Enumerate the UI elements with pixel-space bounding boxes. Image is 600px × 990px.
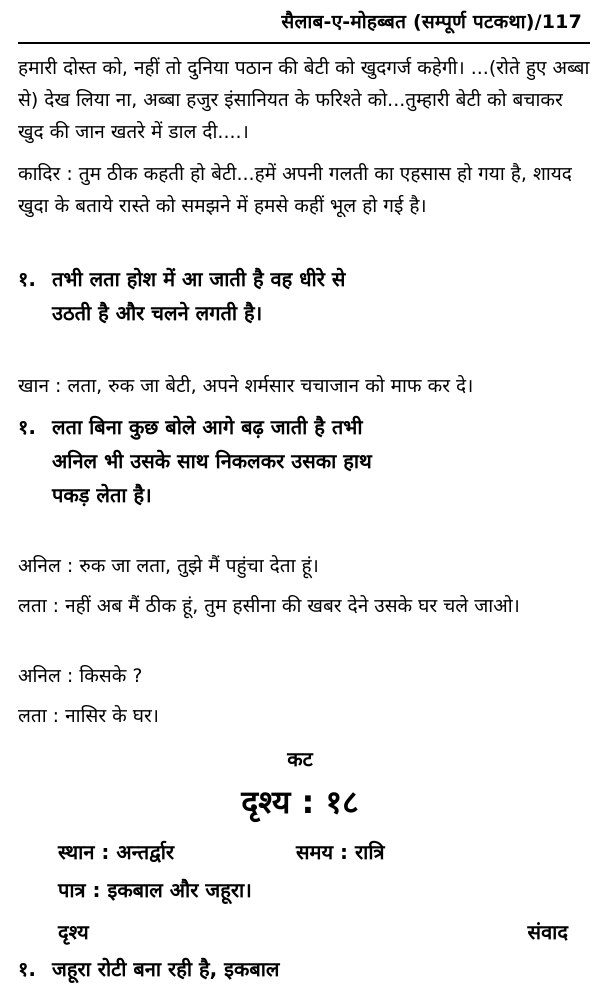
column-heading-dialogue: संवाद (527, 920, 568, 944)
action-number: १. (18, 267, 36, 291)
dialogue-anil-question: अनिल : किसके ? (18, 665, 143, 687)
dialogue-lata: लता : नहीं अब मैं ठीक हूं, तुम हसीना की खबर देने उसके घर चले जाओ। (18, 595, 520, 617)
dialogue-anil: अनिल : रुक जा लता, तुझे मैं पहुंचा देता हूं। (18, 555, 319, 577)
running-title: सैलाब-ए-मोहब्बत (सम्पूर्ण पटकथा)/117 (281, 11, 582, 33)
action-number: १. (18, 957, 36, 981)
action-text: लता बिना कुछ बोले आगे बढ़ जाती है तभी अनिल भी उसके साथ निकलकर उसका हाथ पकड़ लेता है। (52, 415, 372, 507)
dialogue-lata-answer: लता : नासिर के घर। (18, 705, 159, 727)
action-item (18, 952, 578, 986)
dialogue-paragraph: हमारी दोस्त को, नहीं तो दुनिया पठान की बेटी को खुदगर्ज कहेगी। ...(रोते हुए अब्बा से) देख लिया ना, अब्बा हजुर इंसानियत के फरिश्ते को...तुम्हारी बेटी को बचाकर खुद की जान खतरे में डाल दी....। (18, 57, 590, 143)
column-heading-scene: दृश्य (58, 920, 89, 944)
scene-title: दृश्य : १८ (241, 783, 359, 821)
scene-time: समय : रात्रि (296, 840, 385, 864)
action-item (18, 262, 438, 330)
dialogue-kadir: कादिर : तुम ठीक कहती हो बेटी...हमें अपनी गलती का एहसास हो गया है, शायद खुदा के बताये रास्ते को समझने में हमसे कहीं भूल हो गई है। (18, 163, 572, 217)
scene-characters: पात्र : इकबाल और जहूरा। (58, 878, 252, 902)
action-text: तभी लता होश में आ जाती है वह धीरे से उठती है और चलने लगती है। (52, 267, 346, 325)
scene-place: स्थान : अन्तर्द्वार (58, 840, 175, 864)
action-number: १. (18, 415, 36, 439)
dialogue-khan: खान : लता, रुक जा बेटी, अपने शर्मसार चचाजान को माफ कर दे। (18, 375, 474, 397)
action-item (18, 410, 438, 512)
cut-label: कट (287, 747, 313, 771)
header-rule (18, 42, 590, 44)
action-text: जहूरा रोटी बना रही है, इकबाल (52, 957, 280, 981)
